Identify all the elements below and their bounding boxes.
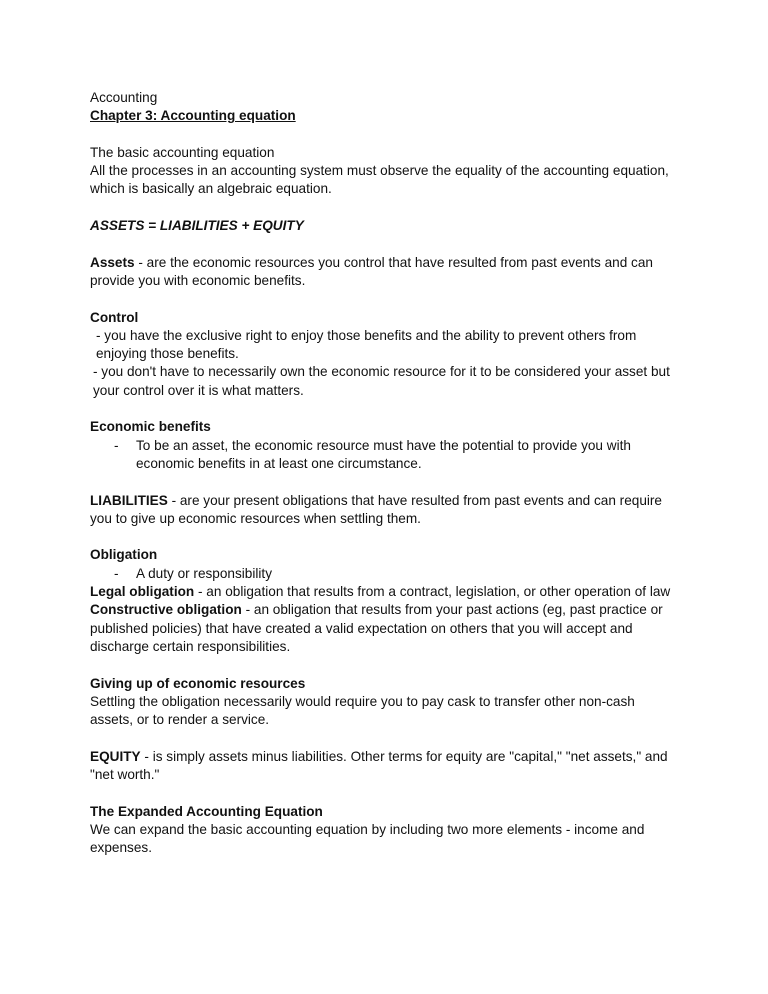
economic-benefits-bullet: To be an asset, the economic resource must have the potential to provide you with economic benefits in at least one circumstance. bbox=[136, 437, 631, 471]
subject-label: Accounting bbox=[90, 90, 158, 105]
legal-obligation-term: Legal obligation bbox=[90, 584, 195, 600]
giving-up-text: Settling the obligation necessarily would require you to pay cask to transfer other non-cash assets, or to render a service. bbox=[90, 693, 635, 728]
economic-benefits-heading: Economic benefits bbox=[90, 419, 211, 435]
control-heading: Control bbox=[90, 309, 139, 325]
equity-term: EQUITY bbox=[90, 748, 141, 764]
expanded-equation-heading: The Expanded Accounting Equation bbox=[90, 803, 323, 819]
control-line-2: - you don't have to necessarily own the economic resource for it to be considered your asset but your control over it is what matters. bbox=[93, 364, 670, 398]
expanded-equation-text: We can expand the basic accounting equation by including two more elements - income and expenses. bbox=[90, 821, 645, 856]
intro-title: The basic accounting equation bbox=[90, 144, 275, 160]
giving-up-heading: Giving up of economic resources bbox=[90, 675, 306, 691]
list-item bbox=[90, 565, 680, 583]
obligation-heading: Obligation bbox=[90, 547, 158, 563]
assets-paragraph bbox=[90, 254, 680, 291]
constructive-obligation-definition: - an obligation that results from your past actions (eg, past practice or published policies) that have created a valid expectation on others that you will accept and discharge certain responsibilities. bbox=[90, 602, 663, 654]
intro-text: All the processes in an accounting system must observe the equality of the accounting equation, which is basically an algebraic equation. bbox=[90, 163, 669, 197]
chapter-title: Chapter 3: Accounting equation bbox=[90, 108, 296, 124]
bullet-dash: - bbox=[114, 565, 119, 581]
liabilities-term: LIABILITIES bbox=[90, 492, 168, 508]
constructive-obligation-term: Constructive obligation bbox=[90, 602, 242, 618]
constructive-obligation-paragraph bbox=[90, 601, 680, 656]
bullet-dash: - bbox=[114, 437, 119, 453]
control-line-1: - you have the exclusive right to enjoy those benefits and the ability to prevent others from enjoying those benefits. bbox=[96, 327, 637, 362]
obligation-bullet: A duty or responsibility bbox=[136, 565, 273, 581]
equity-definition: - is simply assets minus liabilities. Other terms for equity are "capital," "net assets," and "net worth." bbox=[90, 748, 668, 782]
assets-term: Assets bbox=[90, 254, 135, 270]
liabilities-definition: - are your present obligations that have resulted from past events and can require you to give up economic resources when settling them. bbox=[90, 492, 662, 526]
liabilities-paragraph bbox=[90, 492, 680, 529]
assets-definition: - are the economic resources you control that have resulted from past events and can provide you with economic benefits. bbox=[90, 254, 653, 288]
legal-obligation-definition: - an obligation that results from a contract, legislation, or other operation of law bbox=[194, 584, 671, 600]
document-body bbox=[90, 89, 680, 857]
equation: ASSETS = LIABILITIES + EQUITY bbox=[90, 218, 304, 234]
list-item bbox=[90, 437, 680, 474]
equity-paragraph bbox=[90, 748, 680, 785]
legal-obligation-paragraph bbox=[90, 583, 680, 601]
